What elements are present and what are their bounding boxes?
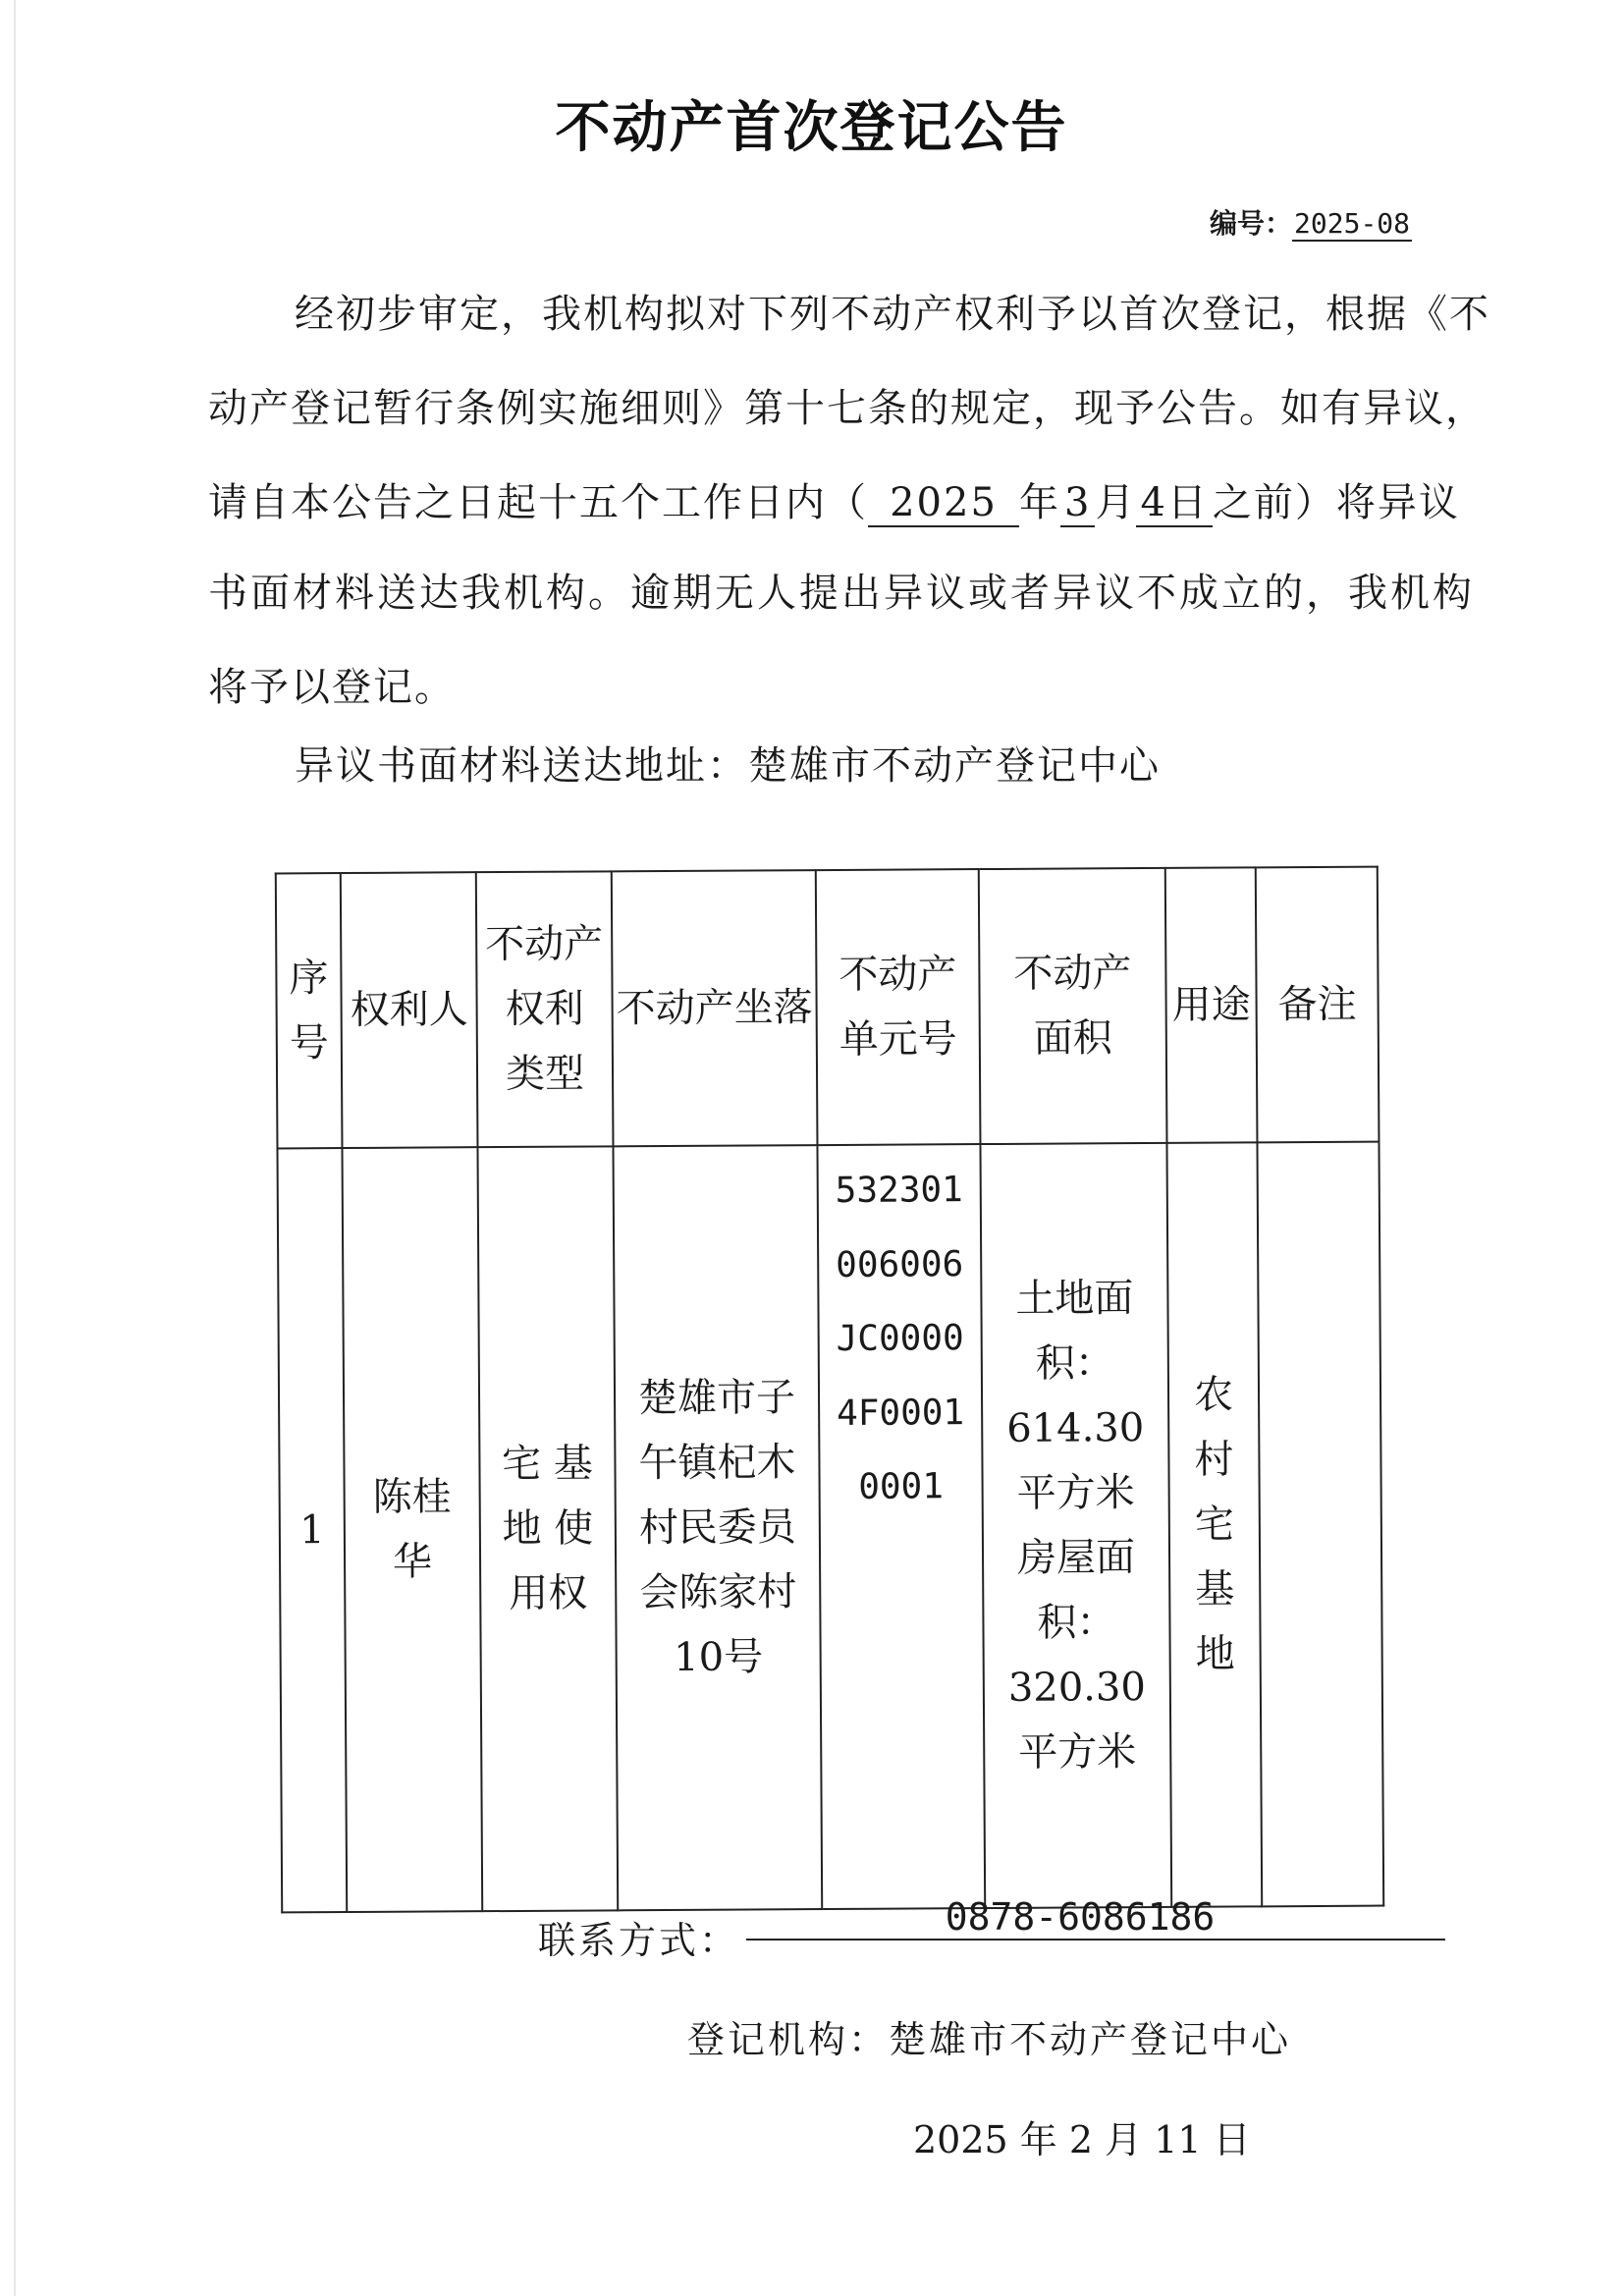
serial-value: 2025-08 [1294, 207, 1411, 240]
deadline-day: 4日 [1136, 480, 1212, 527]
body-line-3 [208, 471, 1460, 527]
header-remark: 备注 [1256, 867, 1380, 1143]
header-unit-no: 不动产 单元号 [816, 869, 981, 1145]
contact-underline [746, 1939, 1445, 1941]
header-seq: 序 号 [276, 873, 343, 1148]
notice-title: 不动产首次登记公告 [555, 96, 1068, 160]
cell-unit-no: 532301 006006 JC0000 4F0001 0001 [817, 1144, 985, 1909]
body-line-5: 将予以登记。 [208, 665, 456, 710]
contact-phone: 0878-6086186 [945, 1895, 1216, 1939]
body-line-4: 书面材料送达我机构。逾期无人提出异议或者异议不成立的，我机构 [208, 571, 1475, 616]
cell-seq: 1 [277, 1148, 347, 1912]
deadline-month-unit: 月 [1095, 480, 1137, 525]
cell-holder: 陈桂 华 [342, 1147, 482, 1912]
deadline-year: 2025 [868, 480, 1019, 527]
cell-usage: 农 村 宅 基 地 [1166, 1142, 1262, 1907]
notice-date: 2025 年 2 月 11 日 [913, 2118, 1251, 2161]
header-area: 不动产 面积 [979, 868, 1167, 1144]
deadline-year-unit: 年 [1019, 480, 1060, 525]
registration-table [275, 866, 1384, 1914]
scan-edge [14, 0, 16, 2296]
registration-agency: 登记机构：楚雄市不动产登记中心 [687, 2018, 1292, 2061]
cell-remark [1257, 1142, 1383, 1907]
table-header-row [276, 867, 1380, 1149]
cell-location: 楚雄市子 午镇杞木 村民委员 会陈家村 10号 [613, 1145, 822, 1910]
body-line-2: 动产登记暂行条例实施细则》第十七条的规定，现予公告。如有异议， [208, 386, 1487, 431]
body-line-3-pre: 请自本公告之日起十五个工作日内（ [208, 480, 868, 525]
header-holder: 权利人 [341, 872, 478, 1148]
objection-address: 异议书面材料送达地址：楚雄市不动产登记中心 [295, 743, 1161, 789]
header-right-type: 不动产 权利 类型 [476, 871, 614, 1147]
body-line-3-post: 之前）将异议 [1212, 480, 1460, 525]
cell-right-type: 宅 基 地 使 用权 [477, 1146, 618, 1911]
header-usage: 用途 [1165, 867, 1258, 1143]
header-location: 不动产坐落 [612, 870, 818, 1146]
body-line-1: 经初步审定，我机构拟对下列不动产权利予以首次登记，根据《不 [295, 292, 1490, 337]
serial-label: 编号： [1210, 207, 1293, 240]
serial-number [1210, 202, 1412, 242]
table-row [277, 1142, 1383, 1913]
cell-area: 土地面 积： 614.30 平方米 房屋面 积： 320.30 平方米 [980, 1143, 1171, 1908]
contact-label: 联系方式： [538, 1919, 740, 1962]
deadline-month: 3 [1060, 480, 1095, 527]
